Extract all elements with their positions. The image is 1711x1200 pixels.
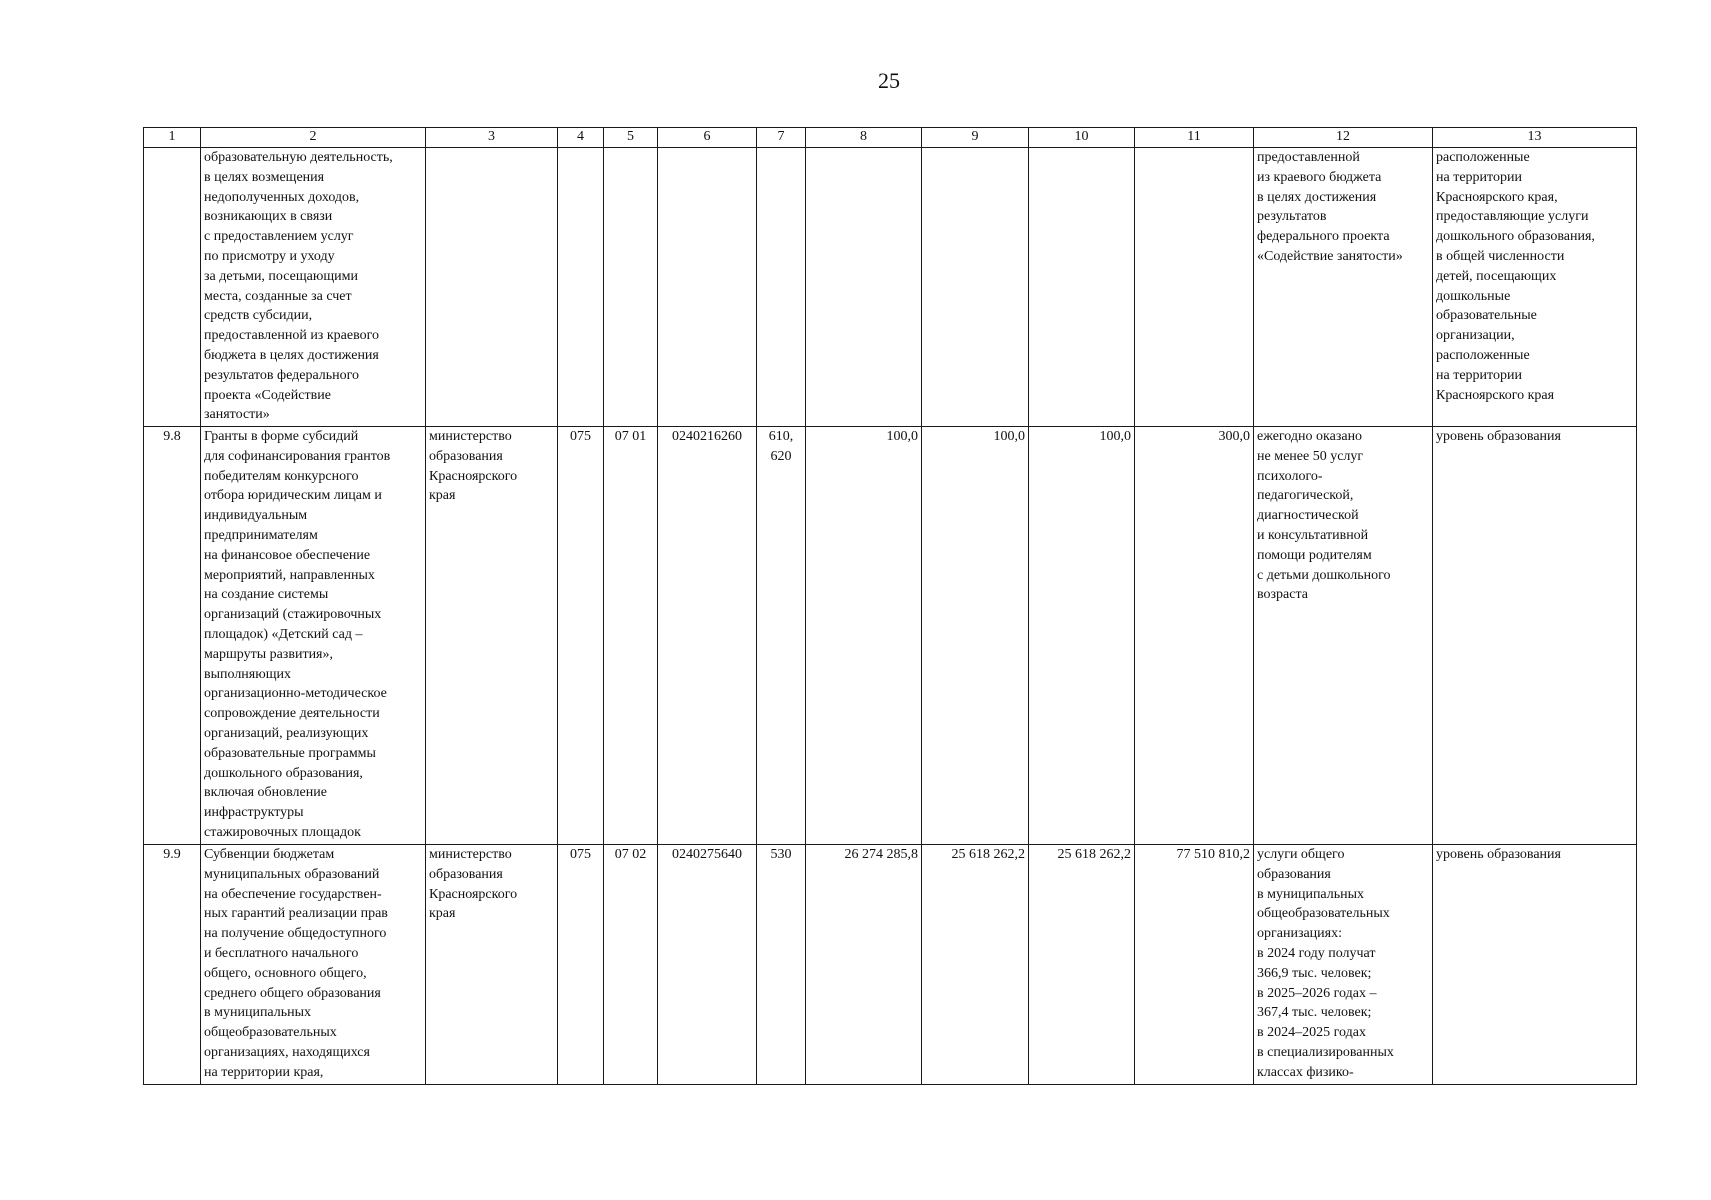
cell-line: отбора юридическим лицам и — [204, 488, 382, 504]
cell-line: психолого- — [1257, 468, 1323, 484]
page-number: 25 — [878, 68, 900, 93]
cell-line: организаций (стажировочных — [204, 607, 382, 623]
cell-line: площадок) «Детский сад – — [204, 626, 363, 642]
cell-line: муниципальных образований — [204, 866, 380, 882]
amount-2025-cell: 25 618 262,2 — [922, 845, 1029, 1085]
cell-line: за детьми, посещающими — [204, 268, 358, 284]
cell-line: Красноярского — [429, 468, 518, 484]
cell-line: дошкольные — [1436, 288, 1511, 304]
cell-line: Красноярского — [429, 886, 518, 902]
target-code-cell: 0240275640 — [658, 845, 757, 1085]
indicator-cell — [1433, 845, 1637, 1085]
grbs-code-cell: 075 — [558, 427, 604, 845]
amount-2024-cell: 26 274 285,8 — [806, 845, 922, 1085]
cell-line: мероприятий, направленных — [204, 567, 375, 583]
amount-2025-cell — [922, 148, 1029, 427]
cell-line: по присмотру и уходу — [204, 248, 335, 264]
header-cell-7: 7 — [757, 128, 806, 148]
cell-line: в общей численности — [1436, 248, 1565, 264]
cell-line: общеобразовательных — [1257, 906, 1390, 922]
expected-result-cell — [1254, 845, 1433, 1085]
cell-line: федерального проекта — [1257, 229, 1390, 245]
item-description-cell — [201, 845, 426, 1085]
table-row — [144, 148, 1637, 427]
cell-line: возникающих в связи — [204, 209, 333, 225]
cell-line: педагогической, — [1257, 488, 1354, 504]
cell-line: результатов — [1257, 209, 1327, 225]
header-cell-5: 5 — [604, 128, 658, 148]
expense-type-cell — [757, 845, 806, 1085]
expense-type-cell — [757, 148, 806, 427]
cell-line: образовательные программы — [204, 745, 376, 761]
cell-line: в специализированных — [1257, 1044, 1394, 1060]
item-description-cell — [201, 427, 426, 845]
amount-2024-cell — [806, 148, 922, 427]
cell-line: с детьми дошкольного — [1257, 567, 1391, 583]
responsible-body-cell — [426, 148, 558, 427]
cell-line: возраста — [1257, 587, 1308, 603]
indicator-cell — [1433, 427, 1637, 845]
cell-line: общего, основного общего, — [204, 965, 367, 981]
cell-line: помощи родителям — [1257, 547, 1372, 563]
cell-line: Субвенции бюджетам — [204, 847, 335, 862]
cell-line: образования — [1257, 866, 1331, 882]
cell-line: на создание системы — [204, 587, 329, 603]
item-number-cell: 9.8 — [144, 427, 201, 845]
cell-line: не менее 50 услуг — [1257, 448, 1364, 464]
cell-line: на получение общедоступного — [204, 926, 387, 942]
amount-total-cell: 77 510 810,2 — [1135, 845, 1254, 1085]
cell-line: в целях достижения — [1257, 189, 1377, 205]
header-cell-9: 9 — [922, 128, 1029, 148]
expected-result-cell — [1254, 148, 1433, 427]
cell-line: выполняющих — [204, 666, 291, 682]
cell-line: на финансовое обеспечение — [204, 547, 371, 563]
cell-line: в целях возмещения — [204, 169, 325, 185]
cell-line: недополученных доходов, — [204, 189, 360, 205]
target-code-cell — [658, 148, 757, 427]
amount-2026-cell — [1029, 148, 1135, 427]
cell-line: 620 — [770, 448, 792, 464]
header-cell-13: 13 — [1433, 128, 1637, 148]
cell-line: индивидуальным — [204, 508, 308, 524]
cell-line: уровень образования — [1436, 847, 1561, 862]
cell-line: общеобразовательных — [204, 1025, 337, 1041]
cell-line: Красноярского края, — [1436, 189, 1558, 205]
cell-line: предоставленной из краевого — [204, 328, 379, 344]
cell-line: с предоставлением услуг — [204, 229, 354, 245]
amount-2026-cell: 25 618 262,2 — [1029, 845, 1135, 1085]
amount-2026-cell: 100,0 — [1029, 427, 1135, 845]
cell-line: на обеспечение государствен- — [204, 886, 382, 902]
expense-type-cell — [757, 427, 806, 845]
cell-line: среднего общего образования — [204, 985, 381, 1001]
header-cell-6: 6 — [658, 128, 757, 148]
cell-line: ежегодно оказано — [1257, 429, 1363, 444]
cell-line: края — [429, 488, 456, 504]
cell-line: на территории края, — [204, 1064, 324, 1080]
amount-total-cell — [1135, 148, 1254, 427]
cell-line: «Содействие занятости» — [1257, 248, 1403, 264]
cell-line: занятости» — [204, 407, 270, 423]
cell-line: проекта «Содействие — [204, 387, 331, 403]
cell-line: края — [429, 906, 456, 922]
cell-line: на территории — [1436, 169, 1522, 185]
cell-line: образования — [429, 448, 503, 464]
cell-line: и консультативной — [1257, 527, 1369, 543]
grbs-code-cell: 075 — [558, 845, 604, 1085]
cell-line: дошкольного образования, — [204, 765, 363, 781]
cell-line: организационно-методическое — [204, 686, 387, 702]
cell-line: услуги общего — [1257, 847, 1345, 862]
amount-total-cell: 300,0 — [1135, 427, 1254, 845]
section-code-cell: 07 01 — [604, 427, 658, 845]
cell-line: предпринимателям — [204, 527, 318, 543]
item-number-cell: 9.9 — [144, 845, 201, 1085]
budget-table — [143, 127, 1637, 1085]
responsible-body-cell — [426, 845, 558, 1085]
cell-line: уровень образования — [1436, 429, 1561, 444]
cell-line: инфраструктуры — [204, 805, 304, 821]
cell-line: образовательную деятельность, — [204, 150, 393, 165]
item-number-cell — [144, 148, 201, 427]
cell-line: организациях: — [1257, 926, 1342, 942]
expected-result-cell — [1254, 427, 1433, 845]
cell-line: организациях, находящихся — [204, 1044, 370, 1060]
cell-line: образования — [429, 866, 503, 882]
cell-line: сопровождение деятельности — [204, 706, 380, 722]
cell-line: министерство — [429, 847, 512, 862]
header-cell-3: 3 — [426, 128, 558, 148]
cell-line: средств субсидии, — [204, 308, 313, 324]
cell-line: в муниципальных — [1257, 886, 1365, 902]
cell-line: диагностической — [1257, 508, 1359, 524]
header-row — [144, 128, 1637, 148]
cell-line: 366,9 тыс. человек; — [1257, 965, 1372, 981]
cell-line: бюджета в целях достижения — [204, 347, 379, 363]
cell-line: и бесплатного начального — [204, 945, 359, 961]
cell-line: предоставляющие услуги — [1436, 209, 1589, 225]
header-cell-1: 1 — [144, 128, 201, 148]
cell-line: на территории — [1436, 367, 1522, 383]
header-cell-11: 11 — [1135, 128, 1254, 148]
cell-line: в муниципальных — [204, 1005, 312, 1021]
cell-line: в 2024 году получат — [1257, 945, 1376, 961]
cell-line: организации, — [1436, 328, 1515, 344]
cell-line: места, созданные за счет — [204, 288, 352, 304]
cell-line: детей, посещающих — [1436, 268, 1557, 284]
header-cell-8: 8 — [806, 128, 922, 148]
section-code-cell: 07 02 — [604, 845, 658, 1085]
responsible-body-cell — [426, 427, 558, 845]
table-row — [144, 845, 1637, 1085]
cell-line: включая обновление — [204, 785, 327, 801]
cell-line: 367,4 тыс. человек; — [1257, 1005, 1372, 1021]
cell-line: предоставленной — [1257, 150, 1360, 165]
cell-line: министерство — [429, 429, 512, 444]
cell-line: в 2024–2025 годах — [1257, 1025, 1366, 1041]
cell-line: ных гарантий реализации прав — [204, 906, 388, 922]
cell-line: организаций, реализующих — [204, 725, 369, 741]
cell-line: 530 — [770, 847, 792, 862]
amount-2025-cell: 100,0 — [922, 427, 1029, 845]
cell-line: расположенные — [1436, 347, 1530, 363]
cell-line: результатов федерального — [204, 367, 360, 383]
cell-line: расположенные — [1436, 150, 1530, 165]
cell-line: для софинансирования грантов — [204, 448, 391, 464]
amount-2024-cell: 100,0 — [806, 427, 922, 845]
section-code-cell — [604, 148, 658, 427]
indicator-cell — [1433, 148, 1637, 427]
cell-line: Гранты в форме субсидий — [204, 429, 359, 444]
cell-line: классах физико- — [1257, 1064, 1354, 1080]
grbs-code-cell — [558, 148, 604, 427]
header-cell-12: 12 — [1254, 128, 1433, 148]
header-cell-4: 4 — [558, 128, 604, 148]
header-cell-10: 10 — [1029, 128, 1135, 148]
cell-line: в 2025–2026 годах – — [1257, 985, 1377, 1001]
cell-line: образовательные — [1436, 308, 1537, 324]
item-description-cell — [201, 148, 426, 427]
table-row — [144, 427, 1637, 845]
header-cell-2: 2 — [201, 128, 426, 148]
cell-line: из краевого бюджета — [1257, 169, 1382, 185]
target-code-cell: 0240216260 — [658, 427, 757, 845]
cell-line: стажировочных площадок — [204, 824, 361, 840]
cell-line: маршруты развития», — [204, 646, 333, 662]
cell-line: Красноярского края — [1436, 387, 1555, 403]
cell-line: 610, — [768, 429, 794, 444]
cell-line: дошкольного образования, — [1436, 229, 1595, 245]
cell-line: победителям конкурсного — [204, 468, 359, 484]
